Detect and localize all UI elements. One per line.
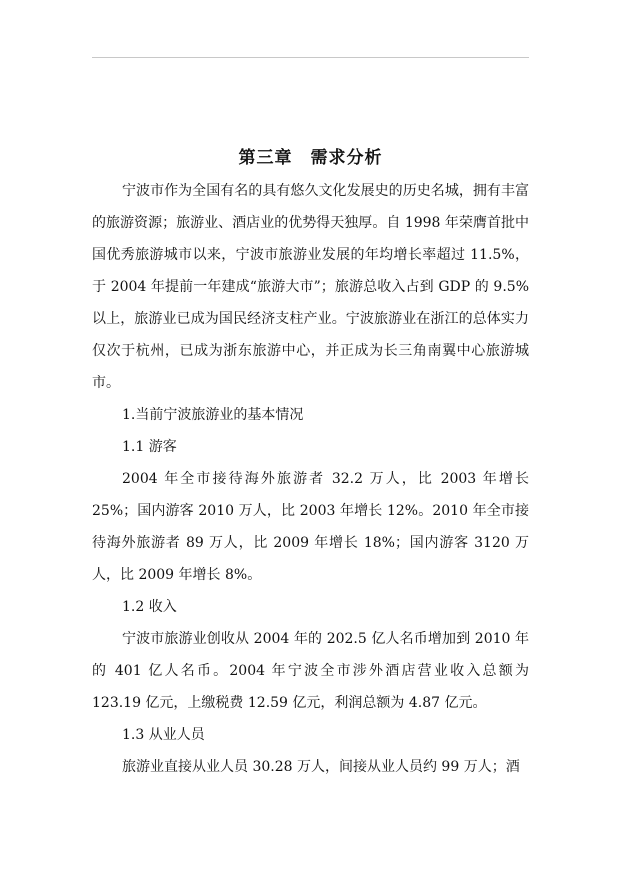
paragraph-employees: 旅游业直接从业人员 30.28 万人，间接从业人员约 99 万人；酒 bbox=[122, 759, 520, 775]
heading-section-1-2: 1.2 收入 bbox=[122, 599, 177, 615]
body-text bbox=[92, 175, 529, 783]
heading-section-1-3: 1.3 从业人员 bbox=[122, 727, 205, 743]
paragraph-income: 宁波市旅游业创收从 2004 年的 202.5 亿人名币增加到 2010 年的 401 亿人名币。2004 年宁波全市涉外酒店营业收入总额为 123.19 亿元，上缴税费 12.59 亿元，利润总额为 4.87 亿元。 bbox=[92, 631, 529, 711]
chapter-title: 第三章 需求分析 bbox=[238, 148, 383, 168]
heading-section-1: 1.当前宁波旅游业的基本情况 bbox=[122, 407, 304, 423]
header-rule bbox=[92, 57, 529, 58]
heading-section-1-1: 1.1 游客 bbox=[122, 439, 177, 455]
paragraph-tourists: 2004 年全市接待海外旅游者 32.2 万人，比 2003 年增长 25%；国内游客 2010 万人，比 2003 年增长 12%。2010 年全市接待海外旅游者 89 万人，比 2009 年增长 18%；国内游客 3120 万人，比 2009 年增长 8%。 bbox=[92, 471, 529, 583]
paragraph-intro: 宁波市作为全国有名的具有悠久文化发展史的历史名城，拥有丰富的旅游资源；旅游业、酒店业的优势得天独厚。自 1998 年荣膺首批中国优秀旅游城市以来，宁波市旅游业发展的年均增长率超过 11.5%，于 2004 年提前一年建成“旅游大市”；旅游总收入占到 GDP 的 9.5%以上，旅游业已成为国民经济支柱产业。宁波旅游业在浙江的总体实力仅次于杭州，已成为浙东旅游中心，并正成为长三角南翼中心旅游城市。 bbox=[92, 183, 529, 391]
